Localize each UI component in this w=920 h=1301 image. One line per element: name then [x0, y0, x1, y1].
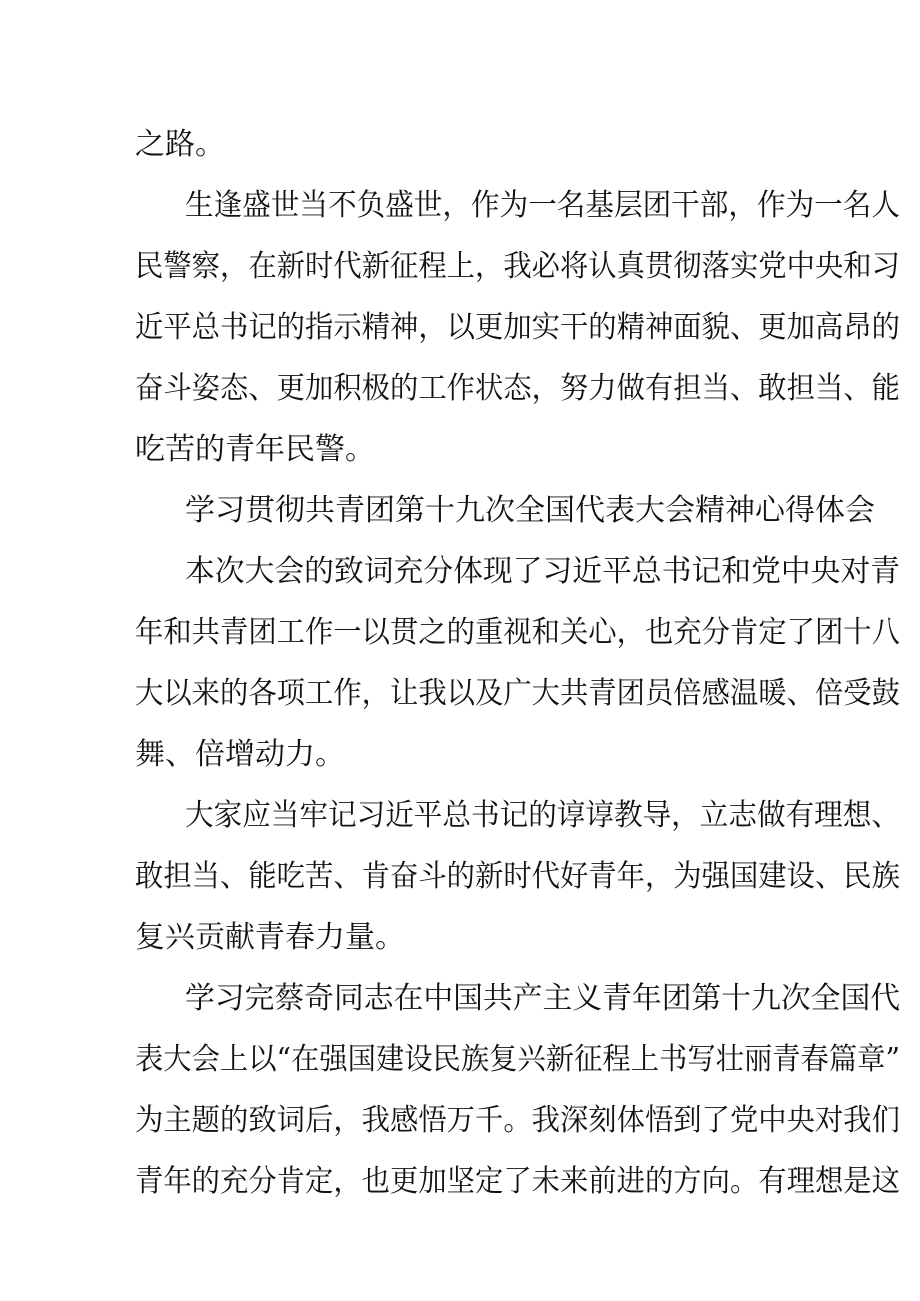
text-line	[0, 125, 920, 165]
line-text: 生逢盛世当不负盛世，作为一名基层团干部，作为一名人	[185, 188, 900, 223]
section-title	[0, 491, 920, 531]
text-line	[0, 674, 920, 714]
line-text: 复兴贡献青春力量。	[135, 920, 405, 955]
line-text: 青年的充分肯定，也更加坚定了未来前进的方向。有理想是这	[135, 1164, 900, 1199]
line-text: 大以来的各项工作，让我以及广大共青团员倍感温暖、倍受鼓	[135, 676, 900, 711]
paragraph-first-line	[0, 552, 920, 592]
paragraph-first-line	[0, 186, 920, 226]
line-text: 奋斗姿态、更加积极的工作状态，努力做有担当、敢担当、能	[135, 371, 900, 406]
text-line	[0, 369, 920, 409]
text-line	[0, 613, 920, 653]
line-text: 学习完蔡奇同志在中国共产主义青年团第十九次全国代	[185, 981, 901, 1016]
text-line	[0, 735, 920, 775]
line-text: 舞、倍增动力。	[135, 737, 345, 772]
line-text: 民警察，在新时代新征程上，我必将认真贯彻落实党中央和习	[135, 249, 900, 284]
line-text: 吃苦的青年民警。	[135, 432, 375, 467]
line-text: 大家应当牢记习近平总书记的谆谆教导，立志做有理想、	[185, 798, 900, 833]
text-line	[0, 1040, 920, 1080]
text-line	[0, 918, 920, 958]
paragraph-first-line	[0, 979, 920, 1019]
line-text: 近平总书记的指示精神，以更加实干的精神面貌、更加高昂的	[135, 310, 900, 345]
line-text: 之路。	[135, 127, 225, 162]
text-line	[0, 1162, 920, 1202]
paragraph-first-line	[0, 796, 920, 836]
line-text: 年和共青团工作一以贯之的重视和关心，也充分肯定了团十八	[135, 615, 900, 650]
line-text: 学习贯彻共青团第十九次全国代表大会精神心得体会	[185, 493, 875, 528]
text-line	[0, 247, 920, 287]
line-text: 敢担当、能吃苦、肯奋斗的新时代好青年，为强国建设、民族	[135, 859, 900, 894]
line-text: 本次大会的致词充分体现了习近平总书记和党中央对青	[185, 554, 901, 589]
line-text: 表大会上以“在强国建设民族复兴新征程上书写壮丽青春篇章”	[135, 1042, 900, 1077]
text-line	[0, 857, 920, 897]
line-text: 为主题的致词后，我感悟万千。我深刻体悟到了党中央对我们	[135, 1103, 900, 1138]
text-line	[0, 430, 920, 470]
text-line	[0, 308, 920, 348]
text-line	[0, 1101, 920, 1141]
